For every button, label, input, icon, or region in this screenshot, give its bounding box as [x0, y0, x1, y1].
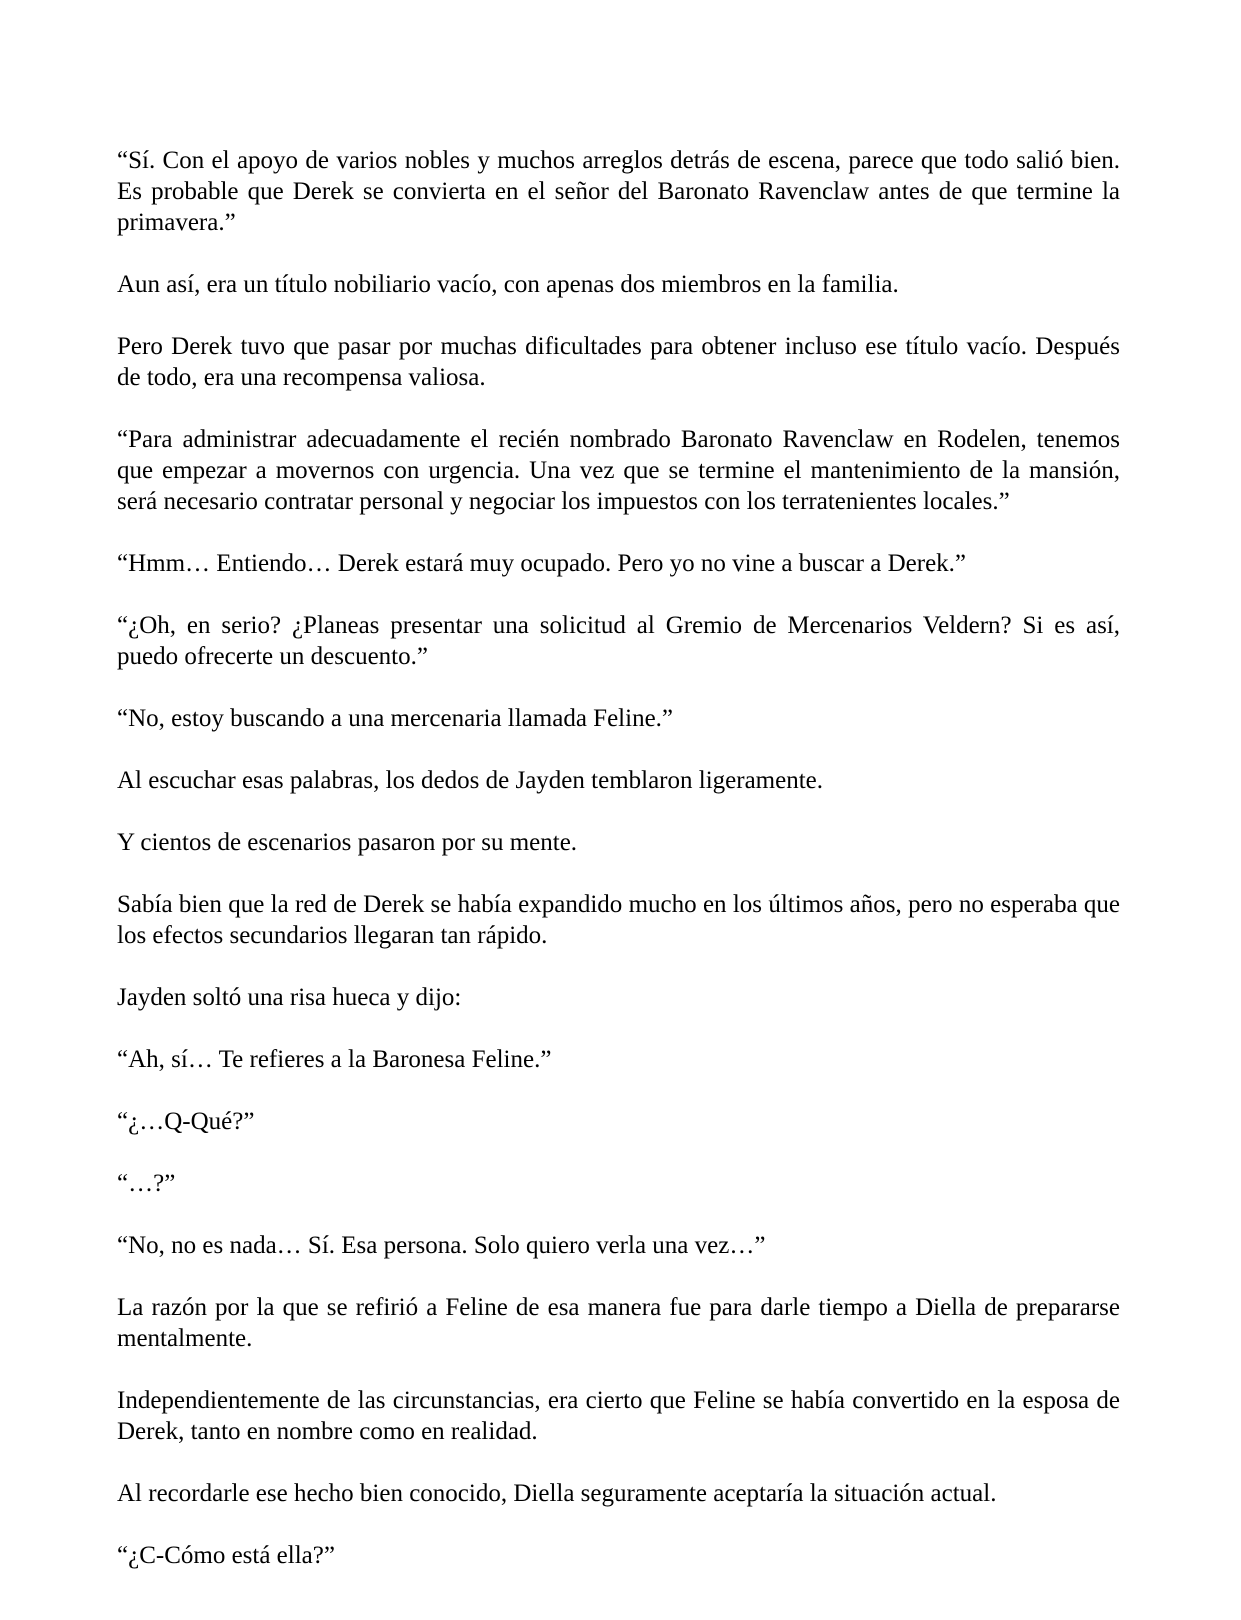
paragraph: “¿C-Cómo está ella?” [117, 1542, 335, 1569]
paragraph: La razón por la que se refirió a Feline de esa manera fue para darle tiempo a Diella de prepararse mentalmente. [117, 1294, 1120, 1352]
paragraph: Jayden soltó una risa hueca y dijo: [117, 984, 462, 1011]
paragraph: “…?” [117, 1170, 176, 1197]
paragraph: Al escuchar esas palabras, los dedos de Jayden temblaron ligeramente. [117, 767, 823, 794]
paragraph: “Hmm… Entiendo… Derek estará muy ocupado. Pero yo no vine a buscar a Derek.” [117, 550, 967, 577]
paragraph: Independientemente de las circunstancias, era cierto que Feline se había convertido en la esposa de Derek, tanto en nombre como en realidad. [117, 1387, 1120, 1445]
paragraph: “Ah, sí… Te refieres a la Baronesa Feline.” [117, 1046, 552, 1073]
paragraph: “Para administrar adecuadamente el recién nombrado Baronato Ravenclaw en Rodelen, tenemos que empezar a movernos con urgencia. Una vez que se termine el mantenimiento de la mansión, será necesario contratar personal y negociar los impuestos con los terratenientes locales.” [117, 426, 1120, 515]
paragraph: “Sí. Con el apoyo de varios nobles y muchos arreglos detrás de escena, parece que todo salió bien. Es probable que Derek se convierta en el señor del Baronato Ravenclaw antes de que termine la primavera.” [117, 147, 1120, 236]
paragraph: Aun así, era un título nobiliario vacío, con apenas dos miembros en la familia. [117, 271, 899, 298]
paragraph: “¿…Q-Qué?” [117, 1108, 255, 1135]
paragraph: Al recordarle ese hecho bien conocido, Diella seguramente aceptaría la situación actual. [117, 1480, 997, 1507]
paragraph: “No, no es nada… Sí. Esa persona. Solo quiero verla una vez…” [117, 1232, 766, 1259]
paragraph: “No, estoy buscando a una mercenaria llamada Feline.” [117, 705, 674, 732]
paragraph: Sabía bien que la red de Derek se había expandido mucho en los últimos años, pero no esperaba que los efectos secundarios llegaran tan rápido. [117, 891, 1120, 949]
paragraph: Y cientos de escenarios pasaron por su mente. [117, 829, 578, 856]
document-page [117, 145, 1120, 1571]
paragraph: “¿Oh, en serio? ¿Planeas presentar una solicitud al Gremio de Mercenarios Veldern? Si es así, puedo ofrecerte un descuento.” [117, 612, 1120, 670]
paragraph: Pero Derek tuvo que pasar por muchas dificultades para obtener incluso ese título vacío. Después de todo, era una recompensa valiosa. [117, 333, 1120, 391]
